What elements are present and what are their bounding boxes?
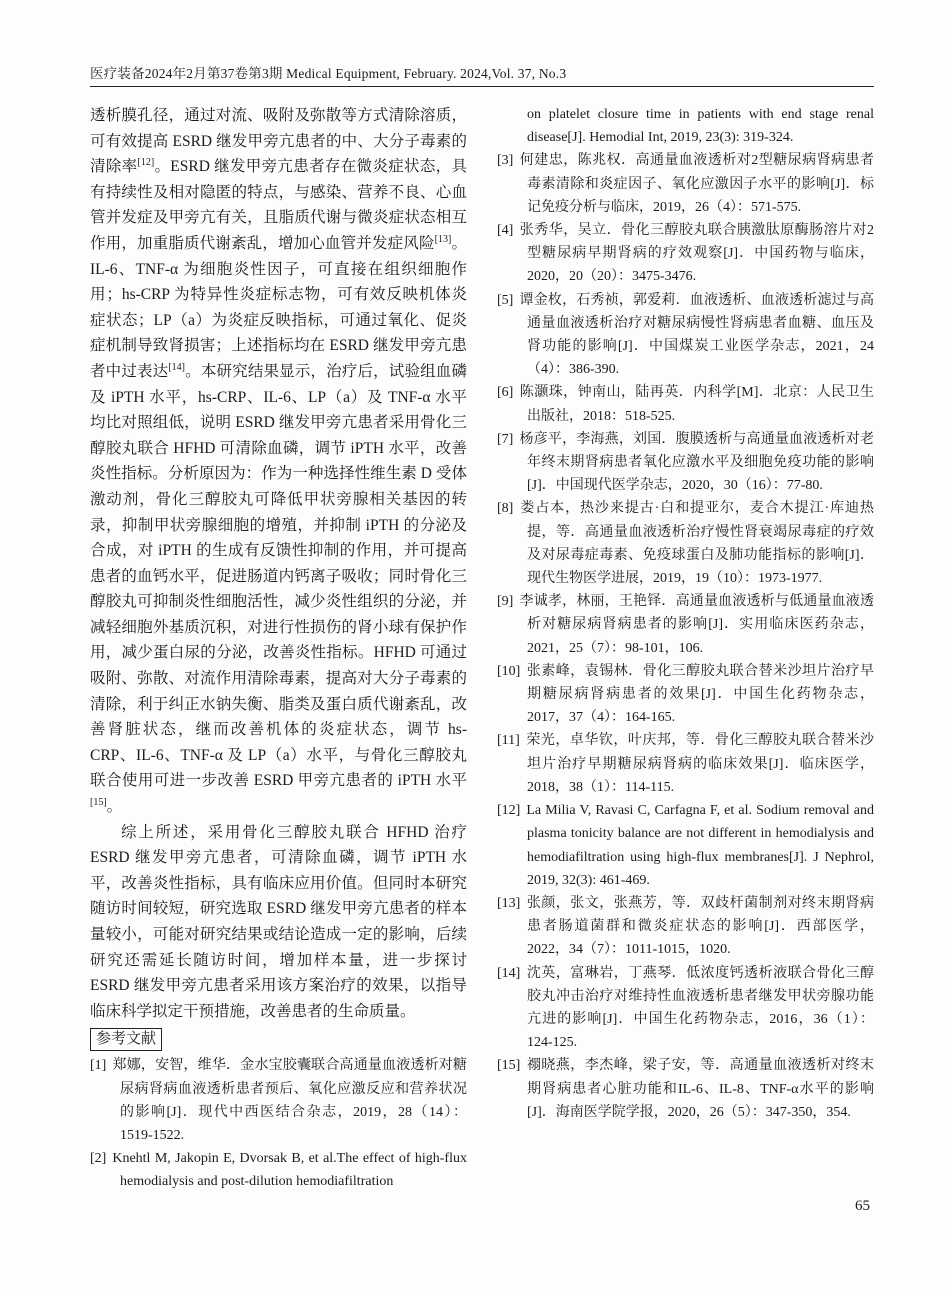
reference-item bbox=[497, 289, 874, 382]
reference-item bbox=[90, 1054, 467, 1147]
reference-item bbox=[497, 962, 874, 1055]
reference-item bbox=[497, 660, 874, 730]
citation-marker: [12] bbox=[137, 157, 155, 169]
references-heading bbox=[90, 1028, 467, 1051]
citation-marker: [13] bbox=[434, 233, 452, 245]
reference-label: [5] bbox=[497, 292, 514, 308]
text-run: 。ESRD 继发甲旁亢患者存在微炎症状态，具有持续性及相对隐匿的特点，与感染、营养不良、心血管并发症及甲旁亢有关，且脂质代谢与微炎症状态相互作用，加重脂质代谢紊乱，增加心血管并发症风险 bbox=[90, 158, 467, 252]
left-column bbox=[90, 103, 467, 1194]
reference-text: 荣光，卓华钦，叶庆邦，等．骨化三醇胶丸联合替米沙坦片治疗早期糖尿病肾病的临床效果[J]．临床医学，2018，38（1）：114-115. bbox=[525, 733, 874, 795]
reference-label: [13] bbox=[497, 895, 521, 911]
reference-text: 娄占本，热沙来提古·白和提亚尔，麦合木提江·库迪热提，等．高通量血液透析治疗慢性肾衰竭尿毒症的疗效及对尿毒症毒素、免疫球蛋白及肺功能指标的影响[J]．现代生物医学进展，2019，19（10）：1973-1977. bbox=[519, 501, 874, 587]
citation-marker: [14] bbox=[168, 361, 185, 373]
reference-item bbox=[497, 729, 874, 799]
citation-marker: [15] bbox=[90, 796, 107, 808]
reference-item bbox=[497, 149, 874, 219]
reference-text: on platelet closure time in patients with end stage renal disease[J]. Hemodial Int, 2019, 23(3): 319-324. bbox=[527, 107, 874, 146]
reference-item bbox=[497, 381, 874, 427]
reference-label: [6] bbox=[497, 385, 514, 401]
body-paragraph bbox=[90, 103, 467, 820]
references-list-right bbox=[497, 103, 874, 1124]
reference-text: La Milia V, Ravasi C, Carfagna F, et al. Sodium removal and plasma tonicity balance are not different in hemodialysis and hemodiafiltration using high-flux membranes[J]. J Nephrol, 2019, 32(3): 461-469. bbox=[526, 803, 874, 888]
reference-text: 杨彦平，李海燕，刘国．腹膜透析与高通量血液透析对老年终末期肾病患者氧化应激水平及细胞免疫功能的影响[J]．中国现代医学杂志，2020，30（16）：77-80. bbox=[519, 431, 874, 494]
reference-label: [1] bbox=[90, 1058, 107, 1074]
reference-label: [7] bbox=[497, 431, 514, 447]
reference-label: [3] bbox=[497, 153, 514, 169]
reference-label: [10] bbox=[497, 663, 521, 679]
right-column bbox=[497, 103, 874, 1124]
reference-item bbox=[497, 799, 874, 892]
references-list-left bbox=[90, 1054, 467, 1193]
text-run: 。本研究结果显示，治疗后，试验组血磷及 iPTH 水平，hs-CRP、IL-6、LP（a）及 TNF-α 水平均比对照组低，说明 ESRD 继发甲旁亢患者采用骨化三醇胶丸联合 HFHD 可清除血磷，调节 iPTH 水平，改善炎性指标。分析原因为：作为一种选择性维生素 D 受体激动剂，骨化三醇胶丸可降低甲状旁腺相关基因的转录，抑制甲状旁腺细胞的增殖，并抑制 iPTH 的分泌及合成，对 iPTH 的生成有反馈性抑制的作用，并可提高患者的血钙水平，促进肠道内钙离子吸收；同时骨化三醇胶丸可抑制炎性细胞活性，减少炎性组织的分泌，并减轻细胞外基质沉积，对进行性损伤的肾小球有保护作用，减少蛋白尿的分泌，改善炎性指标。HFHD 可通过吸附、弥散、对流作用清除毒素，提高对大分子毒素的清除，利于纠正水钠失衡、脂类及蛋白质代谢紊乱，改善肾脏状态，继而改善机体的炎症状态，调节 hs-CRP、IL-6、TNF-α 及 LP（a）水平，与骨化三醇胶丸联合使用可进一步改善 ESRD 甲旁亢患者的 iPTH 水平 bbox=[90, 362, 467, 790]
reference-text: 张秀华，吴立．骨化三醇胶丸联合胰激肽原酶肠溶片对2型糖尿病早期肾病的疗效观察[J]．中国药物与临床，2020，20（20）：3475-3476. bbox=[519, 223, 874, 285]
discussion-text bbox=[90, 103, 467, 1024]
references-heading-label: 参考文献 bbox=[90, 1028, 162, 1051]
reference-text: 禤晓燕，李杰峰，梁子安，等．高通量血液透析对终末期肾病患者心脏功能和IL-6、IL-8、TNF-α水平的影响[J]．海南医学院学报，2020，26（5）：347-350，354. bbox=[526, 1058, 874, 1120]
reference-text: 何建忠，陈兆权．高通量血液透析对2型糖尿病肾病患者毒素清除和炎症因子、氧化应激因子水平的影响[J]．标记免疫分析与临床，2019，26（4）：571-575. bbox=[519, 153, 874, 215]
reference-text: 陈灏珠，钟南山，陆再英．内科学[M]．北京：人民卫生出版社，2018：518-525. bbox=[519, 385, 874, 424]
reference-text: 沈英，富琳岩，丁燕琴．低浓度钙透析液联合骨化三醇胶丸冲击治疗对维持性血液透析患者继发甲状旁腺功能亢进的影响[J]．中国生化药物杂志，2016，36（1）：124-125. bbox=[526, 965, 874, 1051]
journal-issue-line: 医疗装备2024年2月第37卷第3期 Medical Equipment, February. 2024,Vol. 37, No.3 bbox=[90, 66, 567, 81]
header-rule bbox=[90, 86, 874, 87]
text-run: 综上所述，采用骨化三醇胶丸联合 HFHD 治疗 ESRD 继发甲旁亢患者，可清除血磷，调节 iPTH 水平，改善炎性指标，具有临床应用价值。但同时本研究随访时间较短，研究选取 ESRD 继发甲旁亢患者的样本量较小，可能对研究结果或结论造成一定的影响，后续研究还需延长随访时间，增加样本量，进一步探讨 ESRD 继发甲旁亢患者采用该方案治疗的效果，以指导临床科学拟定干预措施，改善患者的生命质量。 bbox=[90, 823, 467, 1020]
page-number: 65 bbox=[855, 1198, 870, 1214]
body-paragraph bbox=[90, 820, 467, 1025]
reference-text: 谭金枚，石秀祯，郭爱莉．血液透析、血液透析滤过与高通量血液透析治疗对糖尿病慢性肾病患者血糖、血压及肾功能的影响[J]．中国煤炭工业医学杂志，2021，24（4）：386-390. bbox=[519, 292, 874, 378]
reference-label: [2] bbox=[90, 1151, 107, 1167]
reference-text: Knehtl M, Jakopin E, Dvorsak B, et al.The effect of high-flux hemodialysis and post-dilution hemodiafiltration bbox=[112, 1151, 467, 1190]
reference-text: 郑娜，安智，维华．金水宝胶囊联合高通量血液透析对糖尿病肾病血液透析患者预后、氧化应激反应和营养状况的影响[J]．现代中西医结合杂志，2019，28（14）：1519-1522. bbox=[112, 1058, 467, 1143]
reference-label: [8] bbox=[497, 501, 514, 517]
reference-item bbox=[497, 497, 874, 590]
reference-item bbox=[497, 1054, 874, 1124]
reference-label: [12] bbox=[497, 803, 521, 819]
reference-item bbox=[497, 428, 874, 498]
reference-item bbox=[497, 103, 874, 149]
reference-item bbox=[497, 590, 874, 660]
reference-item bbox=[497, 219, 874, 289]
reference-item bbox=[497, 892, 874, 962]
reference-label: [14] bbox=[497, 965, 521, 981]
text-run: 。IL-6、TNF-α 为细胞炎性因子，可直接在组织细胞作用；hs-CRP 为特异性炎症标志物，可有效反映机体炎症状态；LP（a）为炎症反映指标，可通过氧化、促炎症机制导致肾损害；上述指标均在 ESRD 继发甲旁亢患者中过表达 bbox=[90, 234, 467, 380]
reference-label: [11] bbox=[497, 733, 520, 749]
reference-text: 李诚孝，林丽，王艳铎．高通量血液透析与低通量血液透析对糖尿病肾病患者的影响[J]．实用临床医药杂志，2021，25（7）：98-101，106. bbox=[519, 594, 874, 656]
text-run: 透析膜孔径，通过对流、吸附及弥散等方式清除溶质，可有效提高 ESRD 继发甲旁亢患者的中、大分子毒素的清除率 bbox=[90, 107, 467, 176]
reference-item bbox=[90, 1147, 467, 1193]
reference-label: [9] bbox=[497, 594, 514, 610]
reference-label: [4] bbox=[497, 223, 514, 239]
reference-text: 张素峰，袁锡林．骨化三醇胶丸联合替米沙坦片治疗早期糖尿病肾病患者的效果[J]．中国生化药物杂志，2017，37（4）：164-165. bbox=[526, 663, 874, 726]
reference-text: 张颜，张文，张燕芳，等．双歧杆菌制剂对终末期肾病患者肠道菌群和微炎症状态的影响[J]．西部医学，2022，34（7）：1011-1015，1020. bbox=[526, 895, 874, 958]
running-head bbox=[90, 62, 874, 82]
text-run: 。 bbox=[106, 798, 123, 816]
reference-label: [15] bbox=[497, 1058, 521, 1074]
